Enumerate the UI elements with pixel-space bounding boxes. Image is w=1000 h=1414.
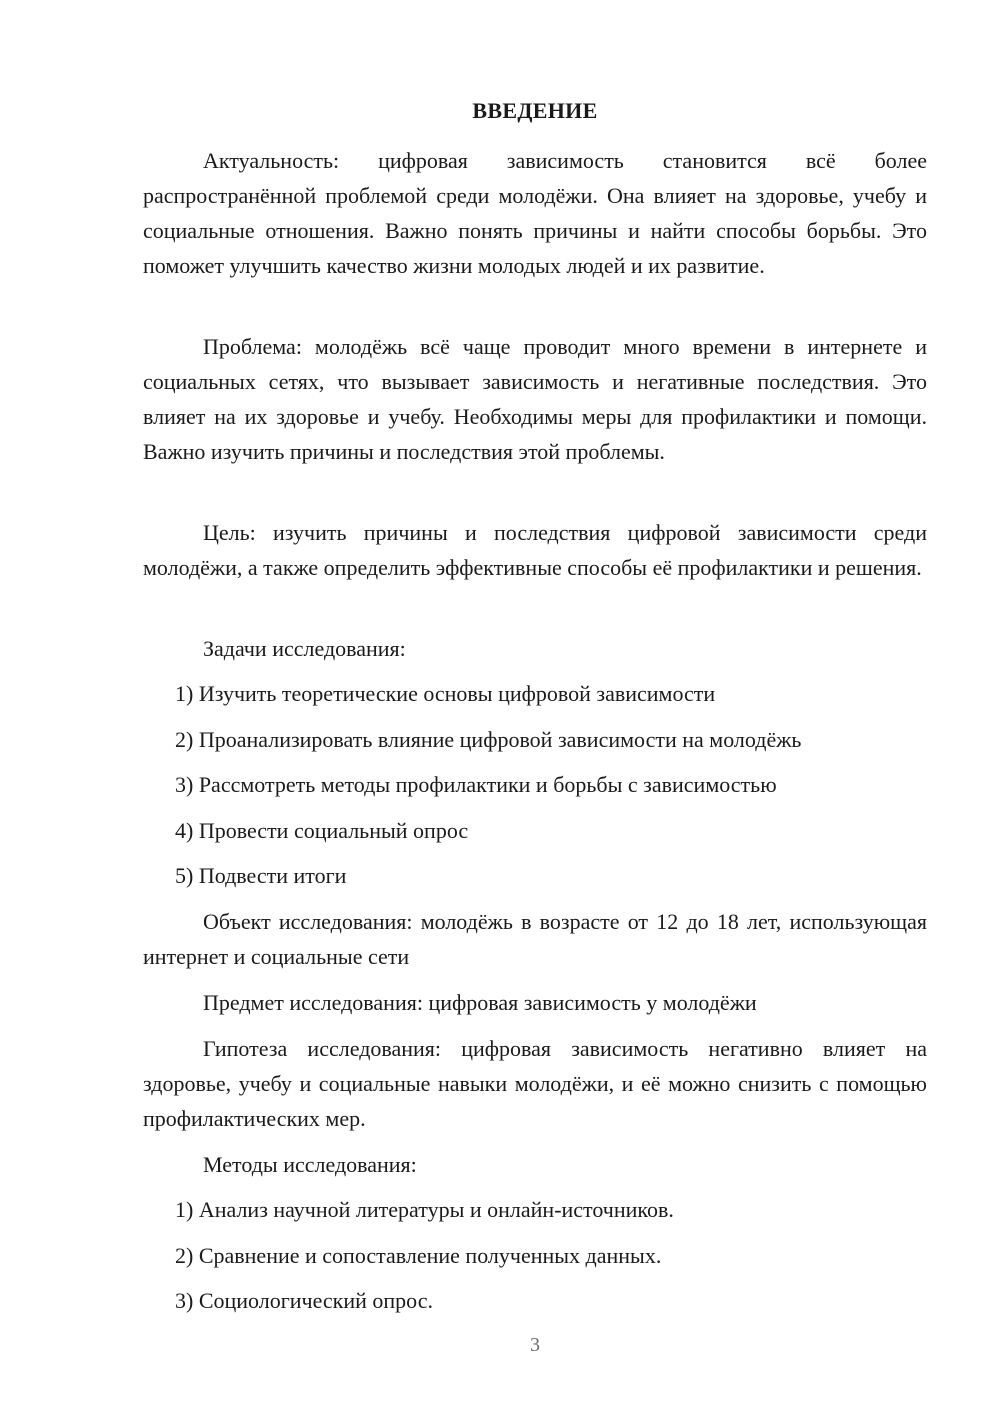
tasks-heading: Задачи исследования: xyxy=(203,636,406,661)
relevance-paragraph: Актуальность: цифровая зависимость становится всё более распространённой проблемой среди молодёжи. Она влияет на здоровье, учебу и социальные отношения. Важно понять причины и найти способы борьбы. Это поможет улучшить качество жизни молодых людей и их развитие. xyxy=(143,148,927,278)
method-item: 1) Анализ научной литературы и онлайн-источников. xyxy=(175,1197,674,1222)
problem-paragraph: Проблема: молодёжь всё чаще проводит много времени в интернете и социальных сетях, что вызывает зависимость и негативные последствия. Это влияет на их здоровье и учебу. Необходимы меры для профилактики и помощи. Важно изучить причины и последствия этой проблемы. xyxy=(143,334,927,464)
methods-heading: Методы исследования: xyxy=(203,1152,417,1177)
page-number: 3 xyxy=(530,1334,540,1356)
page-title: ВВЕДЕНИЕ xyxy=(472,98,598,123)
task-item: 1) Изучить теоретические основы цифровой зависимости xyxy=(175,681,716,706)
task-item: 3) Рассмотреть методы профилактики и борьбы с зависимостью xyxy=(175,772,777,797)
object-paragraph: Объект исследования: молодёжь в возрасте от 12 до 18 лет, использующая интернет и социальные сети xyxy=(143,909,927,969)
hypothesis-paragraph: Гипотеза исследования: цифровая зависимость негативно влияет на здоровье, учебу и социальные навыки молодёжи, и её можно снизить с помощью профилактических мер. xyxy=(143,1036,927,1131)
method-item: 2) Сравнение и сопоставление полученных данных. xyxy=(175,1243,662,1268)
task-item: 5) Подвести итоги xyxy=(175,863,347,888)
method-item: 3) Социологический опрос. xyxy=(175,1288,433,1313)
subject-line: Предмет исследования: цифровая зависимость у молодёжи xyxy=(203,990,757,1015)
goal-paragraph: Цель: изучить причины и последствия цифровой зависимости среди молодёжи, а также определить эффективные способы её профилактики и решения. xyxy=(143,520,927,580)
task-item: 4) Провести социальный опрос xyxy=(175,818,469,843)
task-item: 2) Проанализировать влияние цифровой зависимости на молодёжь xyxy=(175,727,802,752)
